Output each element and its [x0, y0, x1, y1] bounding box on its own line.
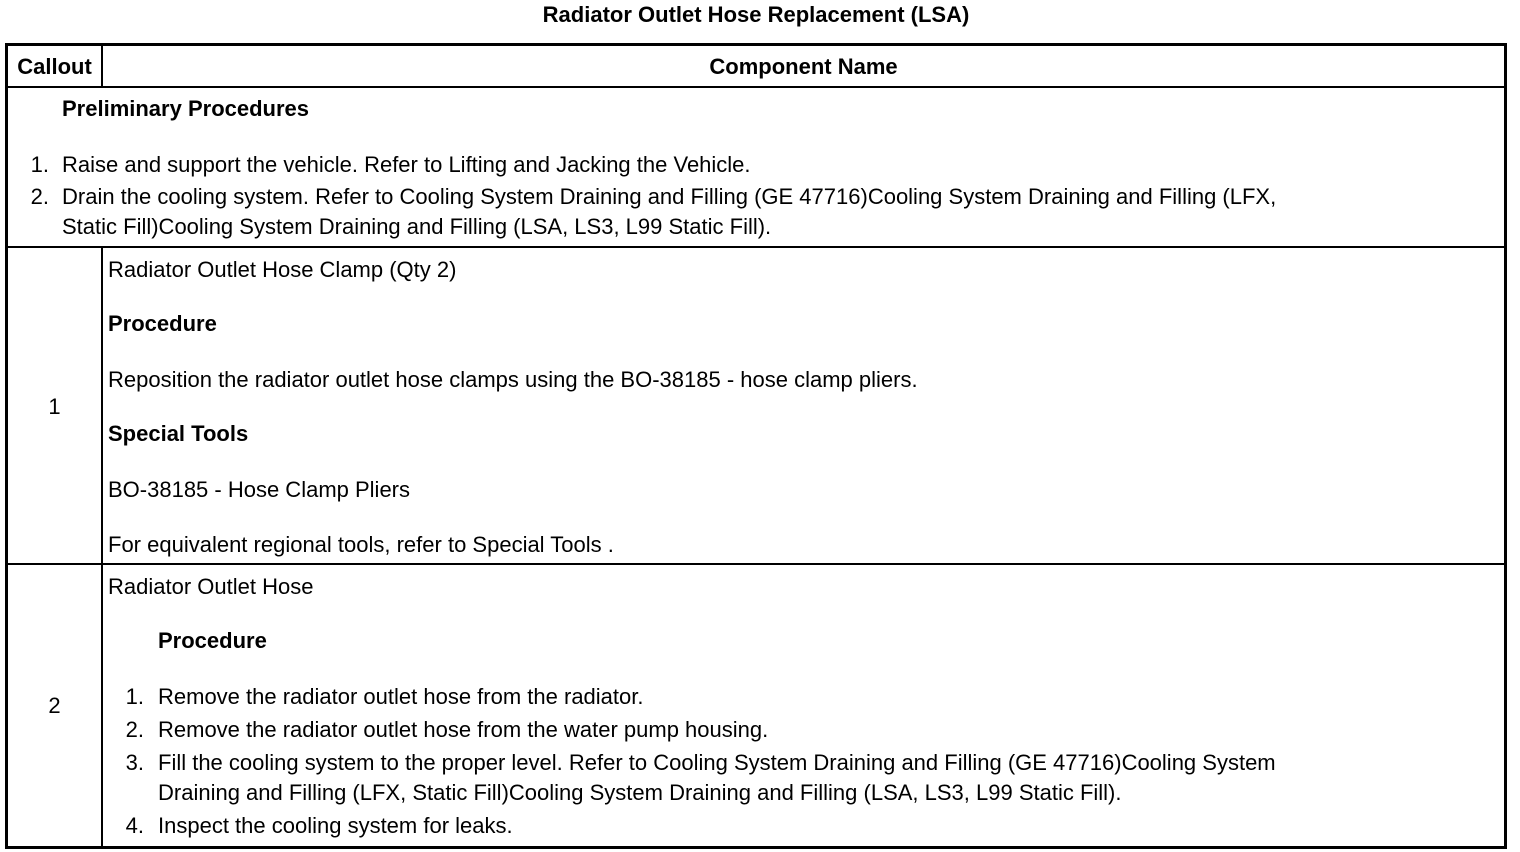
column-divider — [101, 246, 103, 846]
header-divider — [5, 86, 1507, 88]
special-tools-note: For equivalent regional tools, refer to Special Tools . — [108, 532, 614, 557]
component-name: Radiator Outlet Hose Clamp (Qty 2) — [108, 257, 457, 282]
component-name: Radiator Outlet Hose — [108, 574, 314, 599]
preliminary-step-text: Drain the cooling system. Refer to Cooling System Draining and Filling (GE 47716)Cooling System Draining and Filling (LFX, — [62, 184, 1277, 209]
procedure-step-text: Remove the radiator outlet hose from the water pump housing. — [158, 717, 769, 742]
procedure-step-text: Remove the radiator outlet hose from the radiator. — [158, 684, 644, 709]
procedure-step-text: Fill the cooling system to the proper level. Refer to Cooling System Draining and Filling (GE 47716)Cooling System — [158, 750, 1276, 775]
procedure-step-text: Inspect the cooling system for leaks. — [158, 813, 513, 838]
callout-number: 1 — [48, 394, 61, 419]
procedure-text: Reposition the radiator outlet hose clamps using the BO-38185 - hose clamp pliers. — [108, 367, 918, 392]
row-divider — [5, 563, 1507, 565]
preliminary-heading: Preliminary Procedures — [62, 96, 310, 121]
callout-number: 2 — [48, 693, 61, 718]
document-title: Radiator Outlet Hose Replacement (LSA) — [542, 2, 970, 27]
procedure-step-text: Draining and Filling (LFX, Static Fill)Cooling System Draining and Filling (LSA, LS3, L99 Static Fill). — [158, 780, 1122, 805]
preliminary-step-text: Raise and support the vehicle. Refer to Lifting and Jacking the Vehicle. — [62, 152, 751, 177]
procedure-heading: Procedure — [158, 628, 267, 653]
header-callout: Callout — [17, 54, 92, 79]
step-number: 2. — [30, 184, 49, 209]
step-number: 2. — [125, 717, 144, 742]
step-number: 3. — [125, 750, 144, 775]
special-tools-heading: Special Tools — [108, 421, 249, 446]
step-number: 4. — [125, 813, 144, 838]
step-number: 1. — [30, 152, 49, 177]
special-tool-item: BO-38185 - Hose Clamp Pliers — [108, 477, 411, 502]
header-component-name: Component Name — [709, 54, 898, 79]
preliminary-step-text: Static Fill)Cooling System Draining and Filling (LSA, LS3, L99 Static Fill). — [62, 214, 772, 239]
procedure-heading: Procedure — [108, 311, 217, 336]
step-number: 1. — [125, 684, 144, 709]
row-divider — [5, 246, 1507, 248]
